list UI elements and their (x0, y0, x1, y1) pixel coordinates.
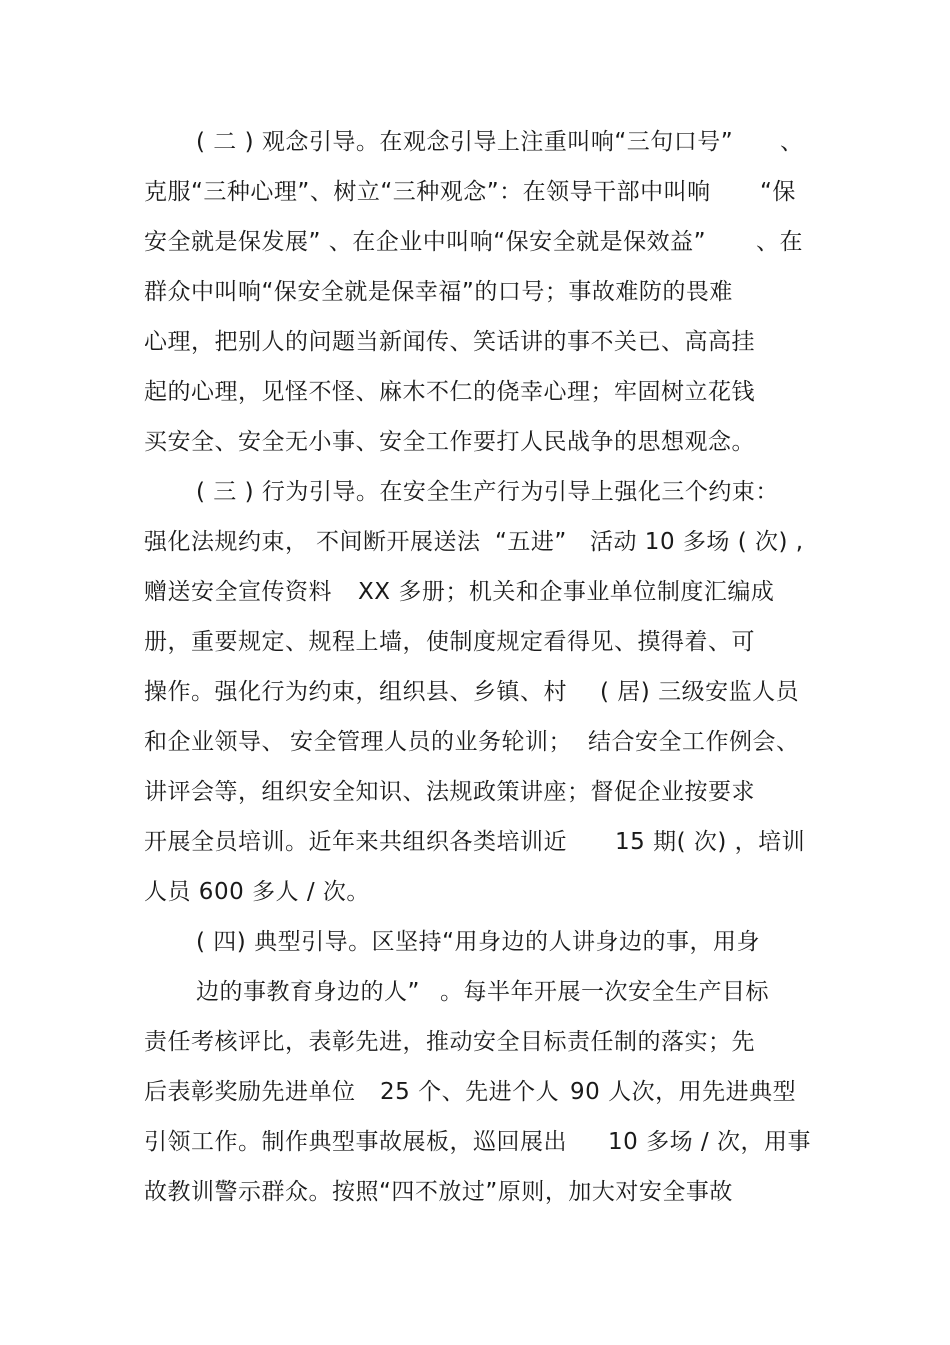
text-line: 册，重要规定、规程上墙，使制度规定看得见、摸得着、可 (144, 629, 755, 655)
text-line: ( 三 ) 行为引导。在安全生产行为引导上强化三个约束： (196, 479, 779, 505)
text-line: 引领工作。制作典型事故展板，巡回展出 (144, 1129, 567, 1155)
text-line: 心理，把别人的问题当新闻传、笑话讲的事不关已、高高挂 (144, 329, 755, 355)
text-line: “保 (760, 179, 796, 205)
text-line: ( 四) 典型引导。区坚持“用身边的人讲身边的事，用身 (196, 929, 760, 955)
text-line: 起的心理，见怪不怪、麻木不仁的侥幸心理；牢固树立花钱 (144, 379, 755, 405)
text-line: 强化法规约束， (144, 529, 309, 555)
text-line: 。每半年开展一次安全生产目标 (440, 979, 769, 1005)
text-line: 活动 10 多场 ( 次) , (590, 529, 804, 555)
text-line: “五进” (495, 529, 567, 555)
text-line: ( 居) 三级安监人员 (600, 679, 800, 705)
text-line: 10 多场 / 次，用事 (608, 1129, 811, 1155)
text-line: 结合安全工作例会、 (588, 729, 800, 755)
text-line: 操作。强化行为约束，组织县、乡镇、村 (144, 679, 567, 705)
text-line: 、在 (756, 229, 803, 255)
text-line: 后表彰奖励先进单位 (144, 1079, 356, 1105)
text-line: 责任考核评比，表彰先进，推动安全目标责任制的落实；先 (144, 1029, 755, 1055)
text-line: 、 (780, 129, 804, 155)
text-line: XX 多册；机关和企事业单位制度汇编成 (358, 579, 775, 605)
text-line: 买安全、安全无小事、安全工作要打人民战争的思想观念。 (144, 429, 755, 455)
text-line: 赠送安全宣传资料 (144, 579, 332, 605)
text-line: 群众中叫响“保安全就是保幸福”的口号；事故难防的畏难 (144, 279, 733, 305)
text-line: 开展全员培训。近年来共组织各类培训近 (144, 829, 567, 855)
text-line: 90 人次，用先进典型 (570, 1079, 797, 1105)
text-line: 人员 600 多人 / 次。 (144, 879, 370, 905)
text-line: 不间断开展送法 (316, 529, 481, 555)
text-line: 25 个、先进个人 (380, 1079, 560, 1105)
text-line: 讲评会等，组织安全知识、法规政策讲座；督促企业按要求 (144, 779, 755, 805)
text-line: 边的事教育身边的人” (196, 979, 420, 1005)
text-line: 安全就是保发展” 、在企业中叫响“保安全就是保效益” (144, 229, 707, 255)
text-line: 故教训警示群众。按照“四不放过”原则，加大对安全事故 (144, 1179, 733, 1205)
text-line: 和企业领导、 (144, 729, 285, 755)
text-line: ( 二 ) 观念引导。在观念引导上注重叫响“三句口号” (196, 129, 734, 155)
text-line: 15 期( 次) ，培训 (615, 829, 806, 855)
text-line: 克服“三种心理”、树立“三种观念”：在领导干部中叫响 (144, 179, 711, 205)
text-line: 安全管理人员的业务轮训； (290, 729, 572, 755)
